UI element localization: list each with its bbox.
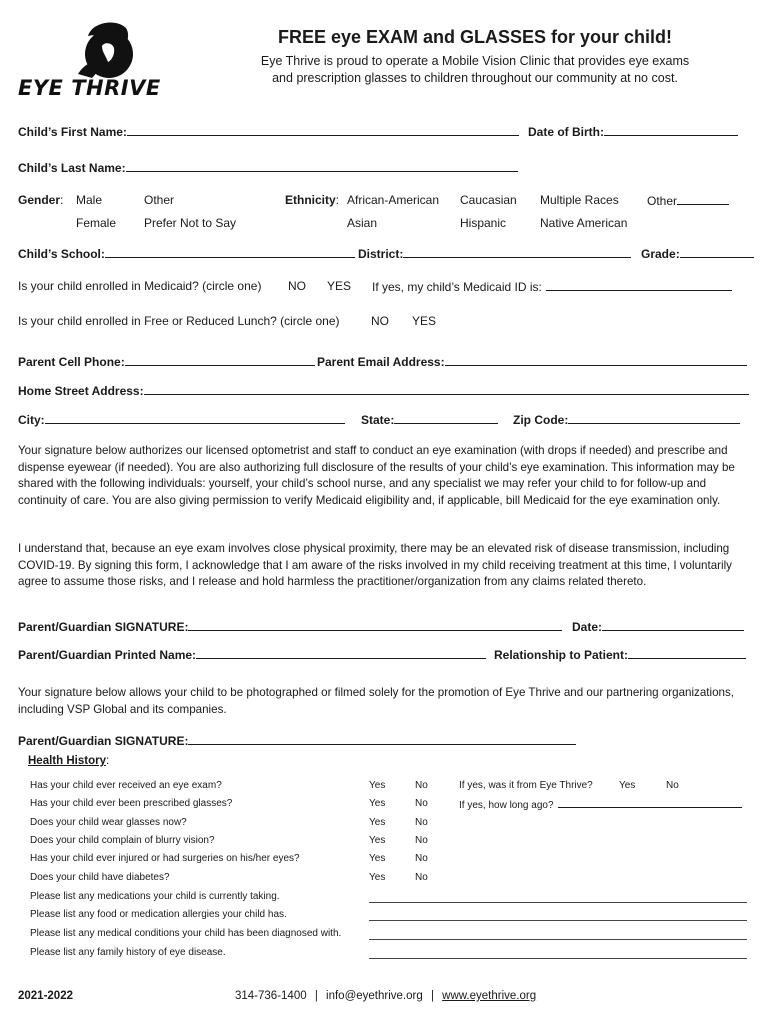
parent-phone-field[interactable] (125, 354, 315, 366)
lunch-no[interactable]: NO (371, 314, 389, 328)
relationship-field[interactable] (628, 647, 746, 659)
printed-name-field[interactable] (196, 647, 486, 659)
parent-phone-row: Parent Cell Phone: (18, 354, 315, 369)
district-field[interactable] (403, 246, 631, 258)
zip-row: Zip Code: (513, 412, 740, 427)
last-name-label: Child’s Last Name (18, 161, 122, 175)
signature2-label: Parent/Guardian SIGNATURE (18, 734, 185, 748)
health-q3-no[interactable]: No (415, 817, 428, 828)
dob-row: Date of Birth: (528, 124, 738, 139)
medications-field[interactable] (369, 902, 747, 903)
health-list-conditions: Please list any medical conditions your child has been diagnosed with. (30, 928, 342, 939)
grade-field[interactable] (680, 246, 754, 258)
state-row: State: (361, 412, 498, 427)
gender-label: Gender: (18, 193, 64, 207)
health-q4-no[interactable]: No (415, 835, 428, 846)
lunch-yes[interactable]: YES (412, 314, 437, 328)
medicaid-no[interactable]: NO (288, 279, 306, 293)
health-q2-yes[interactable]: Yes (369, 798, 386, 809)
ethnicity-label: Ethnicity: (285, 193, 340, 207)
medicaid-question: Is your child enrolled in Medicaid? (circle one) (18, 279, 262, 293)
gender-option-prefer-not[interactable]: Prefer Not to Say (144, 216, 237, 230)
health-q5-no[interactable]: No (415, 853, 428, 864)
gender-option-female[interactable]: Female (76, 216, 117, 230)
footer-contact: 314-736-1400 | info@eyethrive.org | www.eyethrive.org (235, 990, 537, 1002)
health-question-1: Has your child ever received an eye exam? (30, 780, 222, 791)
health-list-allergies: Please list any food or medication allergies your child has. (30, 909, 287, 920)
parent-email-label: Parent Email Address (317, 355, 441, 369)
health-list-family-history: Please list any family history of eye disease. (30, 947, 226, 958)
footer-year: 2021-2022 (18, 990, 73, 1002)
conditions-field[interactable] (369, 939, 747, 940)
health-followup-2-field[interactable] (558, 798, 742, 808)
grade-label: Grade (641, 247, 676, 261)
brand-name: EYE THRIVE (18, 76, 161, 100)
woman-silhouette-icon (18, 16, 168, 82)
health-question-2: Has your child ever been prescribed glasses? (30, 798, 233, 809)
printed-name-row: Parent/Guardian Printed Name: (18, 647, 486, 662)
ethnicity-option-native-american[interactable]: Native American (540, 216, 628, 230)
relationship-row: Relationship to Patient: (494, 647, 746, 662)
allergies-field[interactable] (369, 920, 747, 921)
family-history-field[interactable] (369, 958, 747, 959)
signature2-field[interactable] (188, 733, 576, 745)
ethnicity-option-asian[interactable]: Asian (347, 216, 378, 230)
dob-label: Date of Birth (528, 125, 600, 139)
school-label: Child’s School (18, 247, 101, 261)
signature-date-field[interactable] (602, 619, 744, 631)
subtitle-line2: and prescription glasses to children throughout our community at no cost. (272, 71, 678, 85)
first-name-row: Child’s First Name: (18, 124, 519, 139)
health-question-6: Does your child have diabetes? (30, 872, 170, 883)
medicaid-id-row (372, 279, 732, 294)
state-field[interactable] (394, 412, 498, 424)
health-question-3: Does your child wear glasses now? (30, 817, 187, 828)
ethnicity-option-hispanic[interactable]: Hispanic (460, 216, 507, 230)
home-address-label: Home Street Address (18, 384, 140, 398)
first-name-label: Child’s First Name (18, 125, 123, 139)
parent-email-field[interactable] (445, 354, 747, 366)
lunch-question: Is your child enrolled in Free or Reduced Lunch? (circle one) (18, 314, 340, 328)
dob-field[interactable] (604, 124, 738, 136)
health-followup-1: If yes, was it from Eye Thrive? (459, 780, 593, 791)
last-name-field[interactable] (126, 160, 518, 172)
footer-email[interactable]: info@eyethrive.org (326, 990, 423, 1002)
ethnicity-option-caucasian[interactable]: Caucasian (460, 193, 517, 207)
district-row: District: (358, 246, 631, 261)
printed-name-label: Parent/Guardian Printed Name (18, 648, 193, 662)
zip-label: Zip Code (513, 413, 565, 427)
health-followup-1-yes[interactable]: Yes (619, 780, 636, 791)
health-q6-no[interactable]: No (415, 872, 428, 883)
grade-row: Grade: (641, 246, 754, 261)
health-followup-2: If yes, how long ago? (459, 800, 554, 811)
ethnicity-option-multiple[interactable]: Multiple Races (540, 193, 619, 207)
city-field[interactable] (45, 412, 345, 424)
health-history-heading: Health History: (28, 755, 110, 767)
health-followup-2-row (459, 798, 742, 811)
home-address-field[interactable] (144, 383, 749, 395)
district-label: District (358, 247, 400, 261)
parent-email-row: Parent Email Address: (317, 354, 747, 369)
city-label: City (18, 413, 41, 427)
gender-option-male[interactable]: Male (76, 193, 103, 207)
health-question-5: Has your child ever injured or had surgeries on his/her eyes? (30, 853, 300, 864)
consent-paragraph-2: I understand that, because an eye exam involves close physical proximity, there may be an elevated risk of disease transmission, including COVID-19. By signing this form, I acknowledge that I am aware of the risks involved in my child receiving treatment at this time, I voluntarily agree to assume those risks, and I release and hold harmless the practitioner/organization from any claims related thereto. (18, 542, 732, 588)
health-q3-yes[interactable]: Yes (369, 817, 386, 828)
footer-phone[interactable]: 314-736-1400 (235, 990, 307, 1002)
signature-row: Parent/Guardian SIGNATURE: (18, 619, 562, 634)
medicaid-id-field[interactable] (546, 279, 732, 291)
photo-consent-paragraph: Your signature below allows your child to be photographed or filmed solely for the promotion of Eye Thrive and our partnering organizations, including VSP Global and its companies. (18, 686, 735, 716)
signature2-row: Parent/Guardian SIGNATURE: (18, 733, 576, 748)
logo (18, 16, 168, 100)
health-followup-1-no[interactable]: No (666, 780, 679, 791)
last-name-row: Child’s Last Name: (18, 160, 518, 175)
zip-field[interactable] (568, 412, 740, 424)
health-q4-yes[interactable]: Yes (369, 835, 386, 846)
city-row: City: (18, 412, 345, 427)
health-list-medications: Please list any medications your child is currently taking. (30, 891, 280, 902)
health-q1-no[interactable]: No (415, 780, 428, 791)
home-address-row: Home Street Address: (18, 383, 749, 398)
health-q2-no[interactable]: No (415, 798, 428, 809)
school-row: Child’s School: (18, 246, 355, 261)
signature-date-label: Date (572, 620, 599, 634)
relationship-label: Relationship to Patient (494, 648, 625, 662)
health-question-4: Does your child complain of blurry vision? (30, 835, 215, 846)
school-field[interactable] (105, 246, 355, 258)
page-title: FREE eye EXAM and GLASSES for your child! (277, 27, 673, 47)
medicaid-yes[interactable]: YES (327, 279, 352, 293)
medicaid-id-label: If yes, my child’s Medicaid ID is: (372, 280, 542, 294)
signature-field[interactable] (188, 619, 562, 631)
subtitle-line1: Eye Thrive is proud to operate a Mobile Vision Clinic that provides eye exams (260, 54, 690, 68)
state-label: State (361, 413, 391, 427)
first-name-field[interactable] (127, 124, 519, 136)
signature-label: Parent/Guardian SIGNATURE (18, 620, 185, 634)
health-q1-yes[interactable]: Yes (369, 780, 386, 791)
ethnicity-option-african-american[interactable]: African-American (347, 193, 440, 207)
consent-paragraph-1: Your signature below authorizes our licensed optometrist and staff to conduct an eye examination (with drops if needed) and prescribe and dispense eyewear (if needed). You are also authorizing full disclosure of the results of your child’s eye examination. This information may be shared with the following individuals: yourself, your child’s school nurse, and any specialist we may refer your child to for follow-up and continuity of care. You are also giving permission to verify Medicaid eligibility and, if applicable, bill Medicaid for the eye examination only. (18, 444, 735, 507)
health-q5-yes[interactable]: Yes (369, 853, 386, 864)
ethnicity-option-other[interactable]: Other (647, 193, 729, 208)
footer-website-link[interactable]: www.eyethrive.org (442, 990, 537, 1002)
health-q6-yes[interactable]: Yes (369, 872, 386, 883)
parent-phone-label: Parent Cell Phone (18, 355, 121, 369)
gender-option-other[interactable]: Other (144, 193, 175, 207)
signature-date-row: Date: (572, 619, 744, 634)
